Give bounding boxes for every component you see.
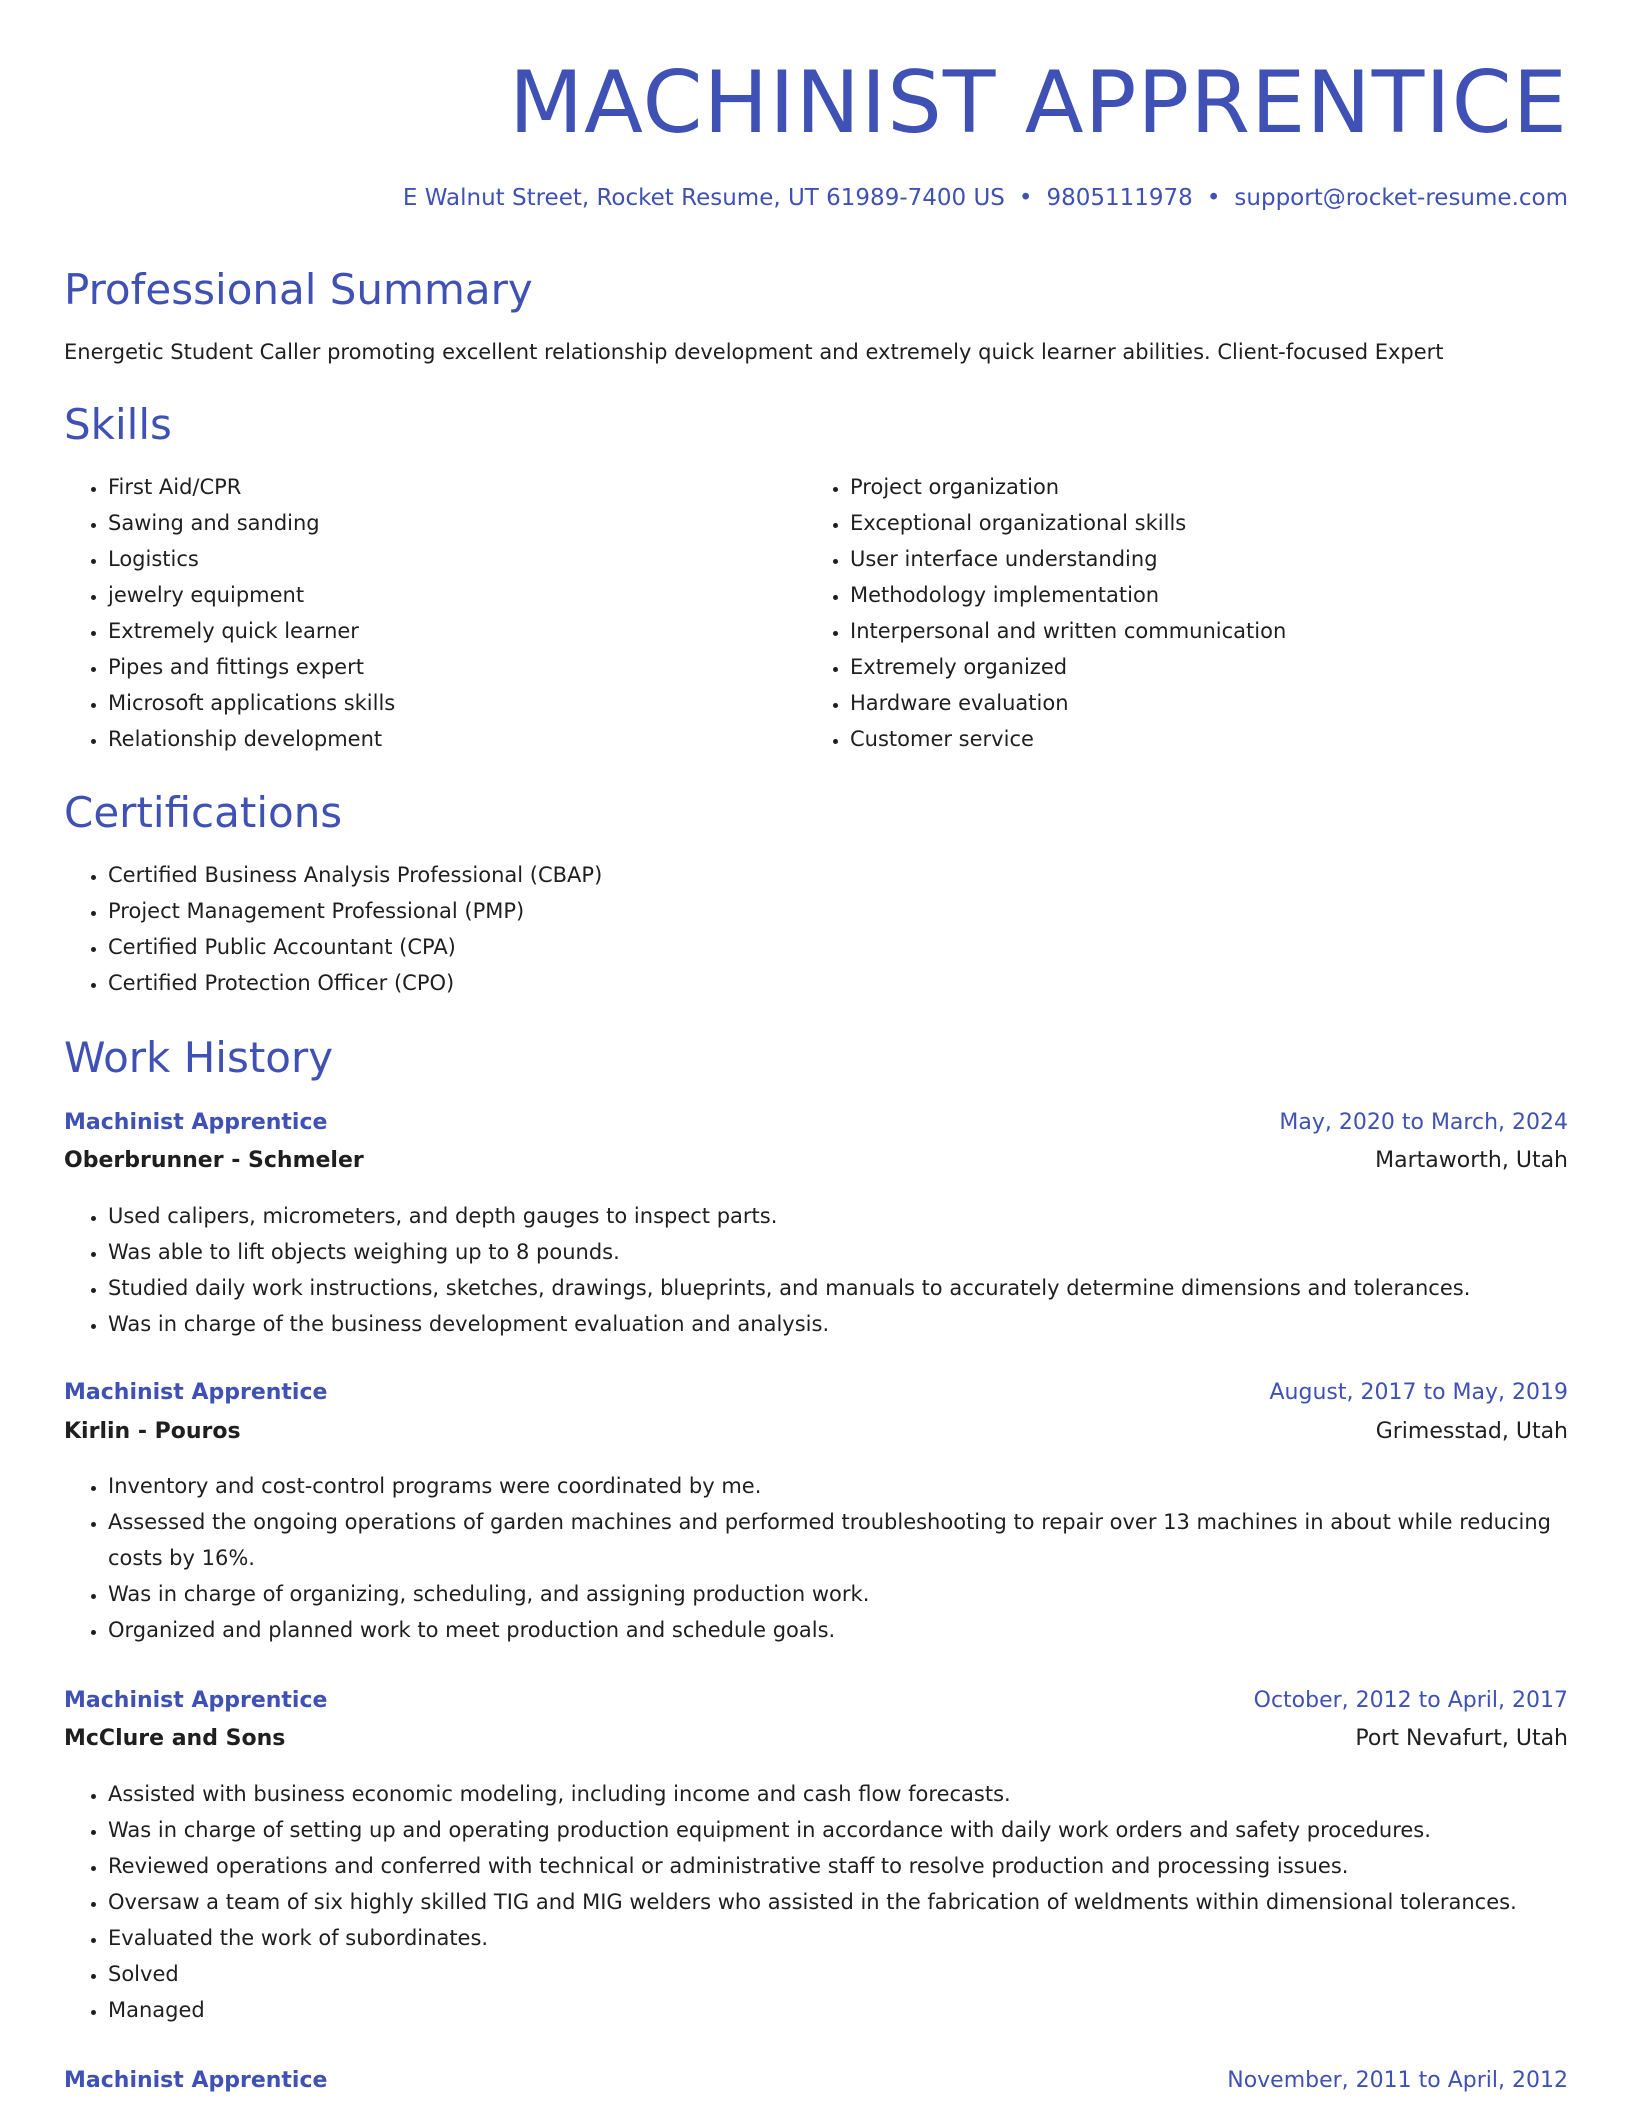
job-company: Oberbrunner - Schmeler [64,1148,364,1173]
skill-item: • Hardware evaluation [850,685,1610,721]
job-dates: August, 2017 to May, 2019 [1269,1380,1568,1405]
certifications-list [64,857,1608,1001]
contact-address: E Walnut Street, Rocket Resume, UT 61989-7400 US [402,185,1005,211]
job-bullet: • Assessed the ongoing operations of garden machines and performed troubleshooting to repair over 13 machines in about while reducing costs by 16%. [108,1504,1612,1576]
certification-item: • Project Management Professional (PMP) [108,893,1608,929]
job-bullet: • Managed [108,1992,1608,2028]
job-title: Machinist Apprentice [64,1110,328,1135]
job-title: Machinist Apprentice [64,1380,328,1405]
job-location: Martaworth, Utah [1375,1148,1568,1173]
job-dates: November, 2011 to April, 2012 [1227,2068,1568,2093]
job-bullet: • Organized and planned work to meet production and schedule goals. [108,1612,1612,1648]
contact-separator: • [1206,185,1221,211]
summary-heading: Professional Summary [64,265,533,314]
resume-name: MACHINIST APPRENTICE [508,53,1568,153]
job-company: Kirlin - Pouros [64,1419,241,1444]
skills-heading: Skills [64,400,172,449]
skill-item: • Microsoft applications skills [108,685,808,721]
work-history-heading: Work History [64,1033,334,1082]
skill-item: • User interface understanding [850,541,1610,577]
job-dates: October, 2012 to April, 2017 [1253,1688,1568,1713]
job-title: Machinist Apprentice [64,2068,328,2093]
skill-item: • Exceptional organizational skills [850,505,1610,541]
job-title: Machinist Apprentice [64,1688,328,1713]
skill-item: • Extremely organized [850,649,1610,685]
job-bullet: • Oversaw a team of six highly skilled TIG and MIG welders who assisted in the fabrication of weldments within dimensional tolerances. [108,1884,1608,1920]
skill-item: • Relationship development [108,721,808,757]
job-bullet: • Was in charge of the business development evaluation and analysis. [108,1306,1608,1342]
skill-item: • Project organization [850,469,1610,505]
skill-item: • Extremely quick learner [108,613,808,649]
certification-item: • Certified Public Accountant (CPA) [108,929,1608,965]
job-bullet: • Was in charge of setting up and operating production equipment in accordance with daily work orders and safety procedures. [108,1812,1608,1848]
contact-line [403,180,1568,216]
job-bullet: • Used calipers, micrometers, and depth gauges to inspect parts. [108,1198,1608,1234]
skills-list-left [64,469,808,757]
job-bullet: • Inventory and cost-control programs were coordinated by me. [108,1468,1612,1504]
job-location: Grimesstad, Utah [1375,1419,1568,1444]
job-bullet: • Was in charge of organizing, scheduling, and assigning production work. [108,1576,1612,1612]
skill-item: • Pipes and fittings expert [108,649,808,685]
contact-email[interactable]: support@rocket-resume.com [1234,185,1568,211]
job-bullets [64,1198,1608,1342]
skill-item: • Sawing and sanding [108,505,808,541]
job-bullet: • Reviewed operations and conferred with technical or administrative staff to resolve production and processing issues. [108,1848,1608,1884]
certifications-heading: Certifications [64,788,343,837]
job-bullets [64,1468,1612,1648]
job-bullets [64,1776,1608,2028]
job-bullet: • Was able to lift objects weighing up to 8 pounds. [108,1234,1608,1270]
skill-item: • Interpersonal and written communication [850,613,1610,649]
job-dates: May, 2020 to March, 2024 [1279,1110,1568,1135]
summary-text: Energetic Student Caller promoting excellent relationship development and extremely quick learner abilities. Client-focused Expert [64,340,1444,364]
job-bullet: • Evaluated the work of subordinates. [108,1920,1608,1956]
job-bullet: • Assisted with business economic modeling, including income and cash flow forecasts. [108,1776,1608,1812]
skill-item: • jewelry equipment [108,577,808,613]
job-bullet: • Studied daily work instructions, sketches, drawings, blueprints, and manuals to accurately determine dimensions and tolerances. [108,1270,1608,1306]
contact-phone: 9805111978 [1046,185,1193,211]
skill-item: • First Aid/CPR [108,469,808,505]
skill-item: • Logistics [108,541,808,577]
skills-list-right [806,469,1610,757]
job-location: Port Nevafurt, Utah [1355,1726,1568,1751]
contact-separator: • [1018,185,1033,211]
certification-item: • Certified Business Analysis Professional (CBAP) [108,857,1608,893]
certification-item: • Certified Protection Officer (CPO) [108,965,1608,1001]
skill-item: • Methodology implementation [850,577,1610,613]
skill-item: • Customer service [850,721,1610,757]
job-bullet: • Solved [108,1956,1608,1992]
job-company: McClure and Sons [64,1726,286,1751]
